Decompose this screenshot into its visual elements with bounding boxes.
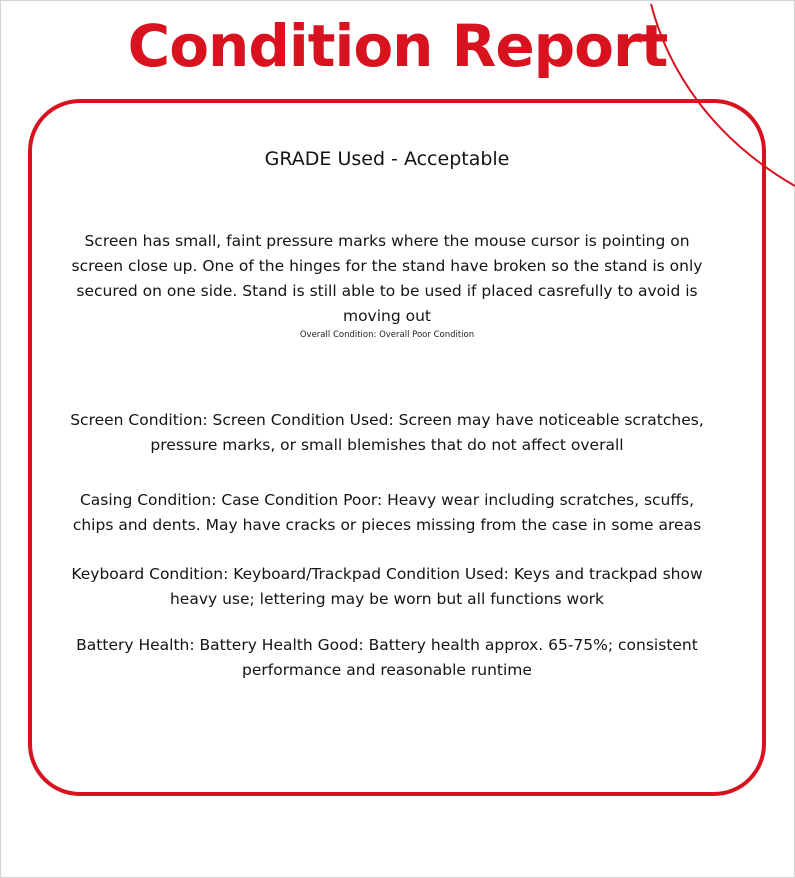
overall-condition: Overall Condition: Overall Poor Condition (299, 330, 475, 340)
keyboard-condition: Keyboard Condition: Keyboard/Trackpad Condition Used: Keys and trackpad show heavy use; lettering may be worn but all functions work (71, 565, 703, 608)
casing-condition: Casing Condition: Case Condition Poor: Heavy wear including scratches, scuffs, chips and dents. May have cracks or pieces missing from the case in some areas (72, 491, 702, 534)
report-title: Condition Report (127, 12, 668, 80)
condition-description: Screen has small, faint pressure marks where the mouse cursor is pointing on screen close up. One of the hinges for the stand have broken so the stand is only secured on one side. Stand is still able to be used if placed casrefully to avoid is moving out (71, 232, 703, 325)
battery-health: Battery Health: Battery Health Good: Battery health approx. 65-75%; consistent performance and reasonable runtime (76, 636, 698, 679)
screen-condition: Screen Condition: Screen Condition Used: Screen may have noticeable scratches, pressure marks, or small blemishes that do not affect overall (70, 411, 704, 454)
grade-label: GRADE Used - Acceptable (264, 148, 510, 170)
